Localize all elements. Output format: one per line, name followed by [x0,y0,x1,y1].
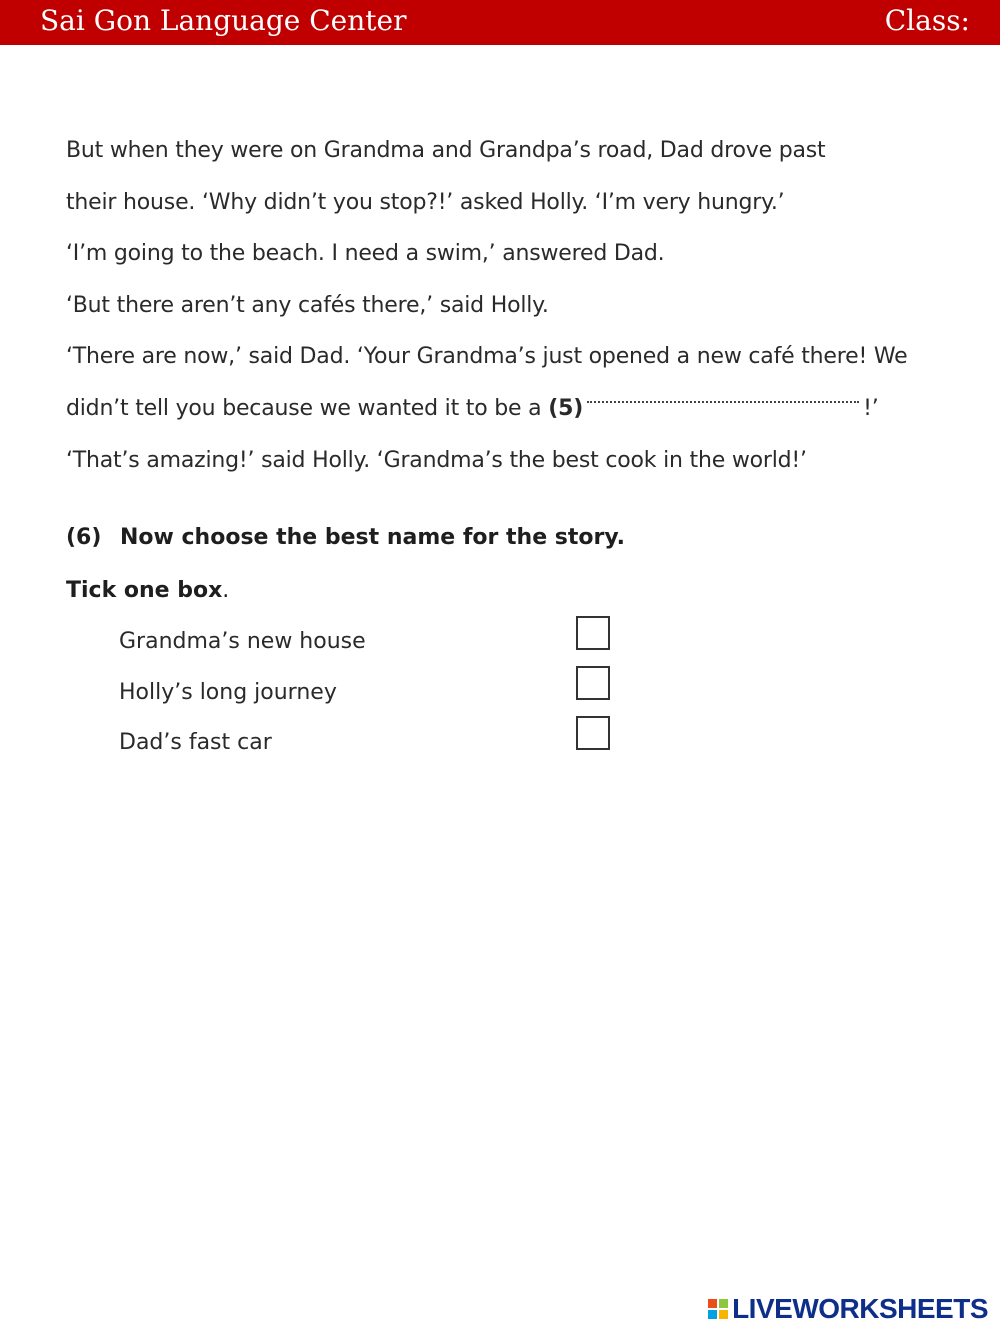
option-label-1: Grandma’s new house [119,629,366,654]
question-text: Now choose the best name for the story. [120,525,626,550]
question-6 [66,525,625,550]
story-gap-line [66,383,926,435]
instruction-end: . [222,578,230,603]
center-name: Sai Gon Language Center [40,4,407,37]
logo-square-icon [708,1310,717,1319]
answer-blank-5[interactable] [587,383,859,403]
answer-input-5[interactable] [587,399,859,420]
story-line: ‘But there aren’t any cafés there,’ said Holly. [66,292,549,318]
gap-number: (5) [548,395,584,421]
logo-square-icon [708,1299,717,1308]
story-line: ‘That’s amazing!’ said Holly. ‘Grandma’s the best cook in the world!’ [66,447,807,473]
story-line: ‘I’m going to the beach. I need a swim,’ answered Dad. [66,241,665,267]
story-line: their house. ‘Why didn’t you stop?!’ asked Holly. ‘I’m very hungry.’ [66,189,785,215]
logo-square-icon [719,1299,728,1308]
gap-line-prefix: didn’t tell you because we wanted it to be a [66,395,542,421]
logo-grid-icon [708,1299,728,1319]
gap-line-suffix: !’ [863,395,879,421]
instruction [66,578,229,603]
story-line: ‘There are now,’ said Dad. ‘Your Grandma’s just opened a new café there! We [66,344,908,370]
story-line: But when they were on Grandma and Grandpa’s road, Dad drove past [66,138,826,163]
logo-text: LIVEWORKSHEETS [732,1293,988,1324]
tick-box-1[interactable] [576,616,610,650]
question-number: (6) [66,525,102,550]
liveworksheets-logo [708,1293,988,1325]
instruction-bold: Tick one box [66,578,223,603]
logo-square-icon [719,1310,728,1319]
tick-box-3[interactable] [576,716,610,750]
class-label: Class: [884,4,970,37]
option-label-2: Holly’s long journey [119,680,337,705]
story-text [66,125,926,486]
page-header [0,0,1000,45]
tick-box-2[interactable] [576,666,610,700]
option-label-3: Dad’s fast car [119,730,272,755]
